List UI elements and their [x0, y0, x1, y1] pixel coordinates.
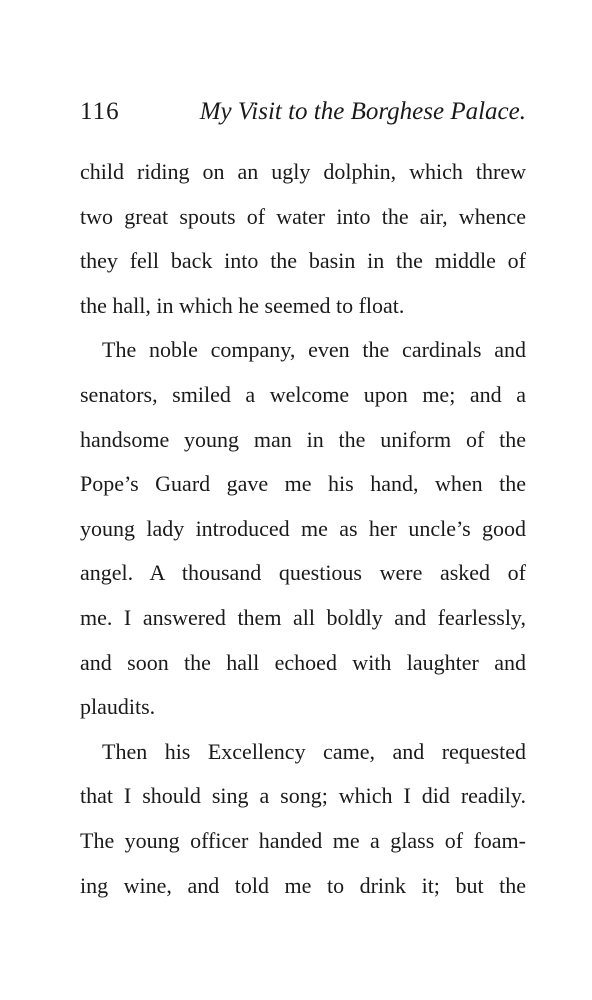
text-line: ing wine, and told me to drink it; but the [80, 872, 526, 898]
text-line: plaudits. [80, 694, 156, 720]
text-line: Pope’s Guard gave me his hand, when the [80, 471, 526, 497]
text-line: that I should sing a song; which I did readily. [80, 783, 526, 809]
text-line: handsome young man in the uniform of the [80, 426, 526, 452]
text-line: the hall, in which he seemed to float. [80, 292, 405, 318]
text-line: young lady introduced me as her uncle’s good [80, 515, 526, 541]
text-line: senators, smiled a welcome upon me; and a [80, 381, 526, 407]
body-text [80, 152, 526, 910]
text-line: Then his Excellency came, and requested [102, 738, 526, 764]
text-line: they fell back into the basin in the middle of [80, 248, 526, 274]
text-line: angel. A thousand questious were asked of [80, 560, 526, 586]
text-line: me. I answered them all boldly and fearlessly, [80, 604, 526, 630]
text-line: The young officer handed me a glass of foam- [80, 827, 526, 853]
text-line: and soon the hall echoed with laughter and [80, 649, 526, 675]
text-line: child riding on an ugly dolphin, which threw [80, 159, 526, 184]
page-header [80, 94, 526, 130]
page-number: 116 [80, 98, 120, 125]
text-line: two great spouts of water into the air, whence [80, 203, 526, 229]
text-line: The noble company, even the cardinals and [102, 337, 526, 363]
running-title: My Visit to the Borghese Palace. [199, 98, 526, 125]
